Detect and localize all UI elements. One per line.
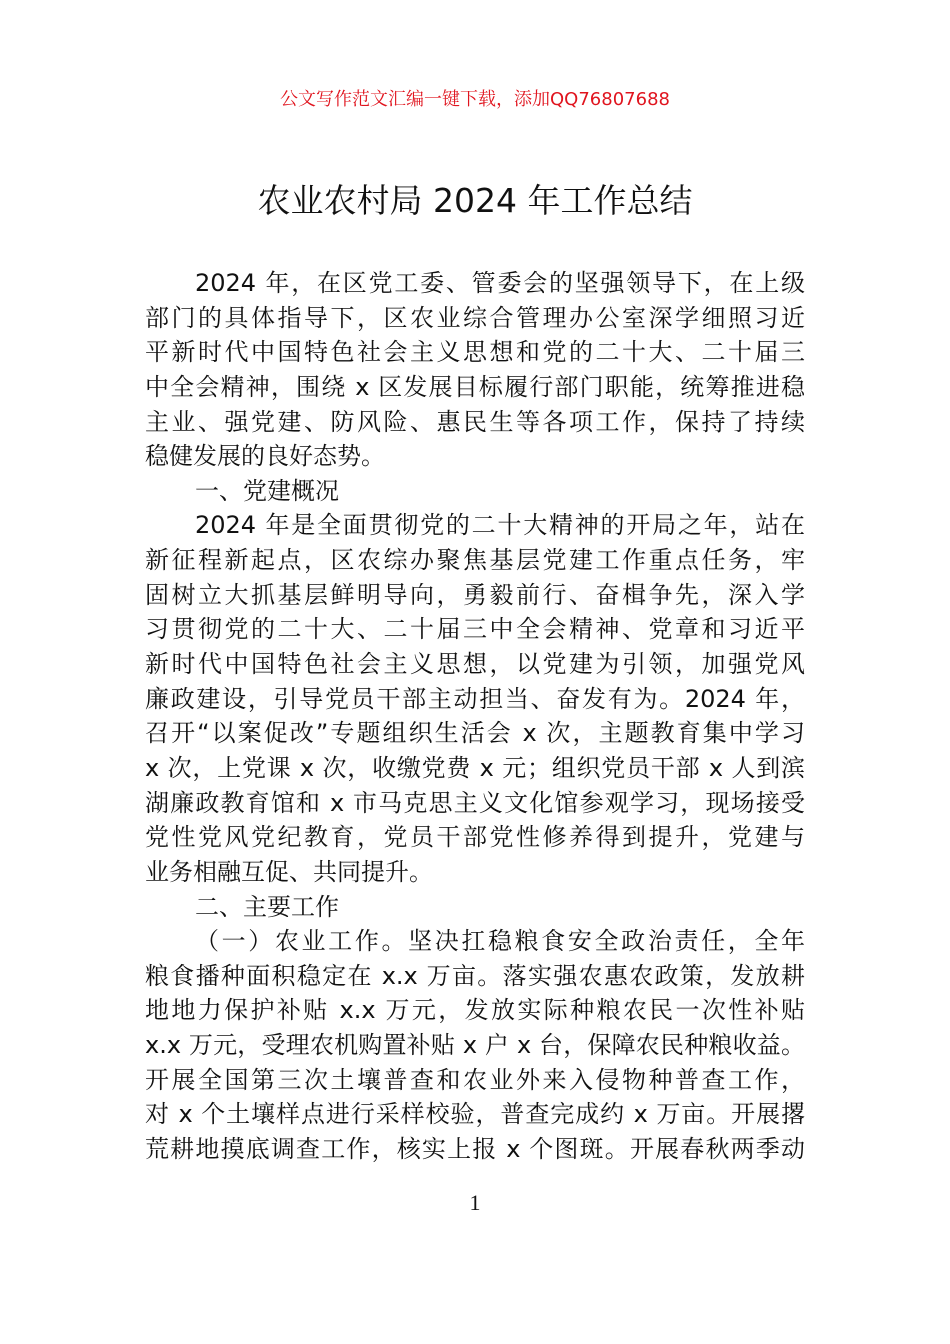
text-line: 对 x 个土壤样点进行采样校验，普查完成约 x 万亩。开展撂 [145,1100,805,1129]
text-line: 二、主要工作 [195,892,339,921]
text-line: 主业、强党建、防风险、惠民生等各项工作，保持了持续 [145,407,805,436]
text-line: 地地力保护补贴 x.x 万元，发放实际种粮农民一次性补贴 [145,996,805,1025]
text-line: 新征程新起点，区农综办聚焦基层党建工作重点任务，牢 [145,546,805,575]
text-line: 召开“以案促改”专题组织生活会 x 次，主题教育集中学习 [145,719,805,748]
text-line: 2024 年，在区党工委、管委会的坚强领导下，在上级 [195,269,805,297]
text-line: 中全会精神，围绕 x 区发展目标履行部门职能，统筹推进稳 [145,372,805,401]
page-number: 1 [469,1190,481,1215]
section-heading [145,890,805,925]
text-line: 业务相融互促、共同提升。 [145,857,433,886]
text-line: 荒耕地摸底调查工作，核实上报 x 个图斑。开展春秋两季动 [145,1135,805,1164]
text-line: x.x 万元，受理农机购置补贴 x 户 x 台，保障农民种粮收益。 [145,1031,805,1060]
text-line: 2024 年是全面贯彻党的二十大精神的开局之年，站在 [195,511,805,540]
text-line: 党性党风党纪教育，党员干部党性修养得到提升，党建与 [145,823,805,852]
text-line: 一、党建概况 [195,476,339,505]
document-title: 农业农村局 2024 年工作总结 [257,181,693,220]
section-heading [145,474,805,509]
text-line: 开展全国第三次土壤普查和农业外来入侵物种普查工作， [145,1065,805,1094]
watermark-header: 公文写作范文汇编一键下载，添加QQ76807688 [280,89,670,110]
text-line: 固树立大抓基层鲜明导向，勇毅前行、奋楫争先，深入学 [145,580,805,609]
document-body [145,266,805,1167]
paragraph [145,266,805,474]
text-line: 湖廉政教育馆和 x 市马克思主义文化馆参观学习，现场接受 [145,788,805,817]
text-line: 粮食播种面积稳定在 x.x 万亩。落实强农惠农政策，发放耕 [145,961,805,990]
text-line: 习贯彻党的二十大、二十届三中全会精神、党章和习近平 [145,615,805,644]
text-line: （一）农业工作。坚决扛稳粮食安全政治责任，全年 [195,927,805,956]
text-line: 平新时代中国特色社会主义思想和党的二十大、二十届三 [145,338,805,367]
text-line: 新时代中国特色社会主义思想，以党建为引领，加强党风 [145,650,805,679]
text-line: 廉政建设，引导党员干部主动担当、奋发有为。2024 年， [145,684,805,713]
paragraph [145,924,805,1166]
text-line: 稳健发展的良好态势。 [145,442,385,471]
text-line: x 次，上党课 x 次，收缴党费 x 元；组织党员干部 x 人到滨 [145,753,805,782]
paragraph [145,508,805,889]
text-line: 部门的具体指导下，区农业综合管理办公室深学细照习近 [145,303,805,332]
